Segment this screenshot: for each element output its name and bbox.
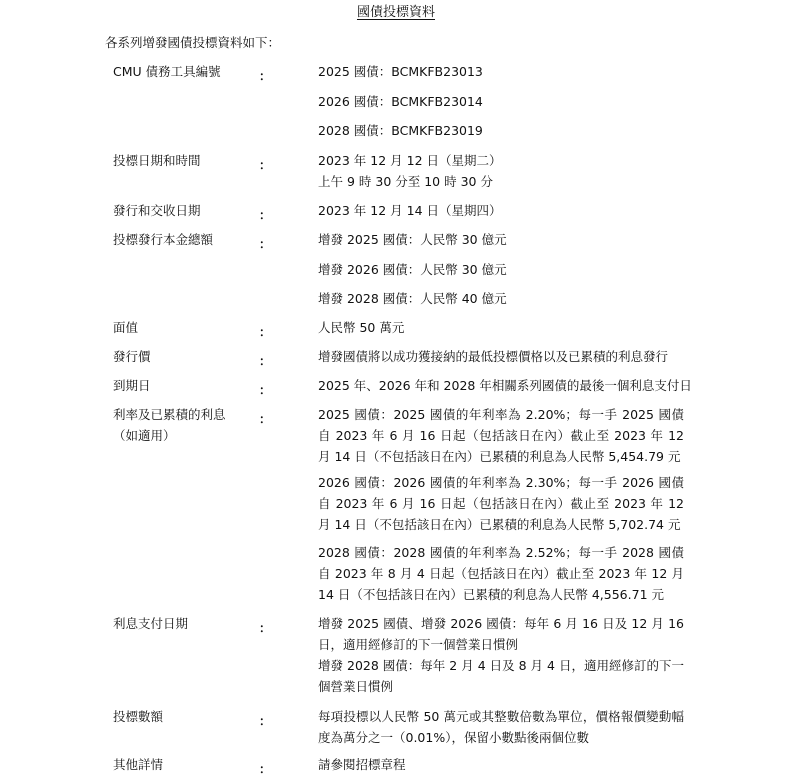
value-line: 2023 年 12 月 12 日（星期二） 上午 9 時 30 分至 10 時 30 分 <box>318 153 502 189</box>
value-line: 人民幣 50 萬元 <box>318 320 405 335</box>
page-title: 國債投標資料 <box>356 5 435 20</box>
row-colon: ： <box>259 714 272 728</box>
value-line: 請參閱招標章程 <box>318 757 406 772</box>
row-colon: ： <box>259 383 272 397</box>
row-colon: ： <box>259 208 272 222</box>
row-value <box>318 754 684 775</box>
row-label: CMU 債務工具編號 <box>113 64 221 79</box>
row-colon: ： <box>259 325 272 339</box>
value-line: 增發 2028 國債：人民幣 40 億元 <box>318 291 507 306</box>
row-colon: ： <box>259 69 272 83</box>
row-colon: ： <box>259 412 272 426</box>
row-colon: ： <box>259 621 272 635</box>
value-line: 2023 年 12 月 14 日（星期四） <box>318 203 502 218</box>
value-line: 2025 年、2026 年和 2028 年相關系列國債的最後一個利息支付日 <box>318 378 692 393</box>
intro-text: 各系列增發國債投標資料如下： <box>105 35 281 50</box>
value-paragraph: 每項投標以人民幣 50 萬元或其整數倍數為單位，價格報價變動幅度為萬分之一（0.01%），保留小數點後兩個位數 <box>318 709 684 745</box>
value-line: 2028 國債：BCMKFB23019 <box>318 123 483 138</box>
row-label: 投標日期和時間 <box>113 153 201 168</box>
row-label: 其他詳情 <box>113 757 164 772</box>
row-label: 投標發行本金總額 <box>113 232 214 247</box>
value-line: 增發 2026 國債：人民幣 30 億元 <box>318 262 507 277</box>
row-label: 發行價 <box>113 349 151 364</box>
row-label: 投標數額 <box>113 709 164 724</box>
row-label: 發行和交收日期 <box>113 203 201 218</box>
row-value <box>318 150 684 192</box>
value-line: 增發 2025 國債：人民幣 30 億元 <box>318 232 507 247</box>
row-value <box>318 346 684 367</box>
value-paragraph: 2028 國債：2028 國債的年利率為 2.52%；每一手 2028 國債自 2023 年 8 月 4 日起（包括該日在內）截止至 2023 年 12 月 14 日（不包括該日在內）已累積的利息為人民幣 4,556.71 元 <box>318 545 684 602</box>
value-paragraph: 增發 2025 國債、增發 2026 國債：每年 6 月 16 日及 12 月 16 日，適用經修訂的下一個營業日慣例 <box>318 616 684 652</box>
value-line: 增發國債將以成功獲接納的最低投標價格以及已累積的利息發行 <box>318 349 669 364</box>
row-colon: ： <box>259 158 272 172</box>
row-label: 利率及已累積的利息（如適用） <box>113 407 226 443</box>
row-value <box>318 706 684 748</box>
row-label: 面值 <box>113 320 139 335</box>
value-line: 2026 國債：BCMKFB23014 <box>318 94 483 109</box>
row-label: 到期日 <box>113 378 151 393</box>
row-value <box>318 317 684 338</box>
value-paragraph: 2026 國債：2026 國債的年利率為 2.30%；每一手 2026 國債自 2023 年 6 月 16 日起（包括該日在內）截止至 2023 年 12 月 14 日（不包括該日在內）已累積的利息為人民幣 5,702.74 元 <box>318 475 684 532</box>
value-paragraph: 增發 2028 國債：每年 2 月 4 日及 8 月 4 日，適用經修訂的下一個營業日慣例 <box>318 658 684 694</box>
value-paragraph: 2025 國債：2025 國債的年利率為 2.20%；每一手 2025 國債自 2023 年 6 月 16 日起（包括該日在內）截止至 2023 年 12 月 14 日（不包括該日在內）已累積的利息為人民幣 5,454.79 元 <box>318 407 684 464</box>
row-colon: ： <box>259 354 272 368</box>
row-label: 利息支付日期 <box>113 616 189 631</box>
row-colon: ： <box>259 237 272 251</box>
row-value <box>318 200 684 221</box>
value-line: 2025 國債：BCMKFB23013 <box>318 64 483 79</box>
row-value <box>318 375 692 396</box>
row-colon: ： <box>259 762 272 776</box>
